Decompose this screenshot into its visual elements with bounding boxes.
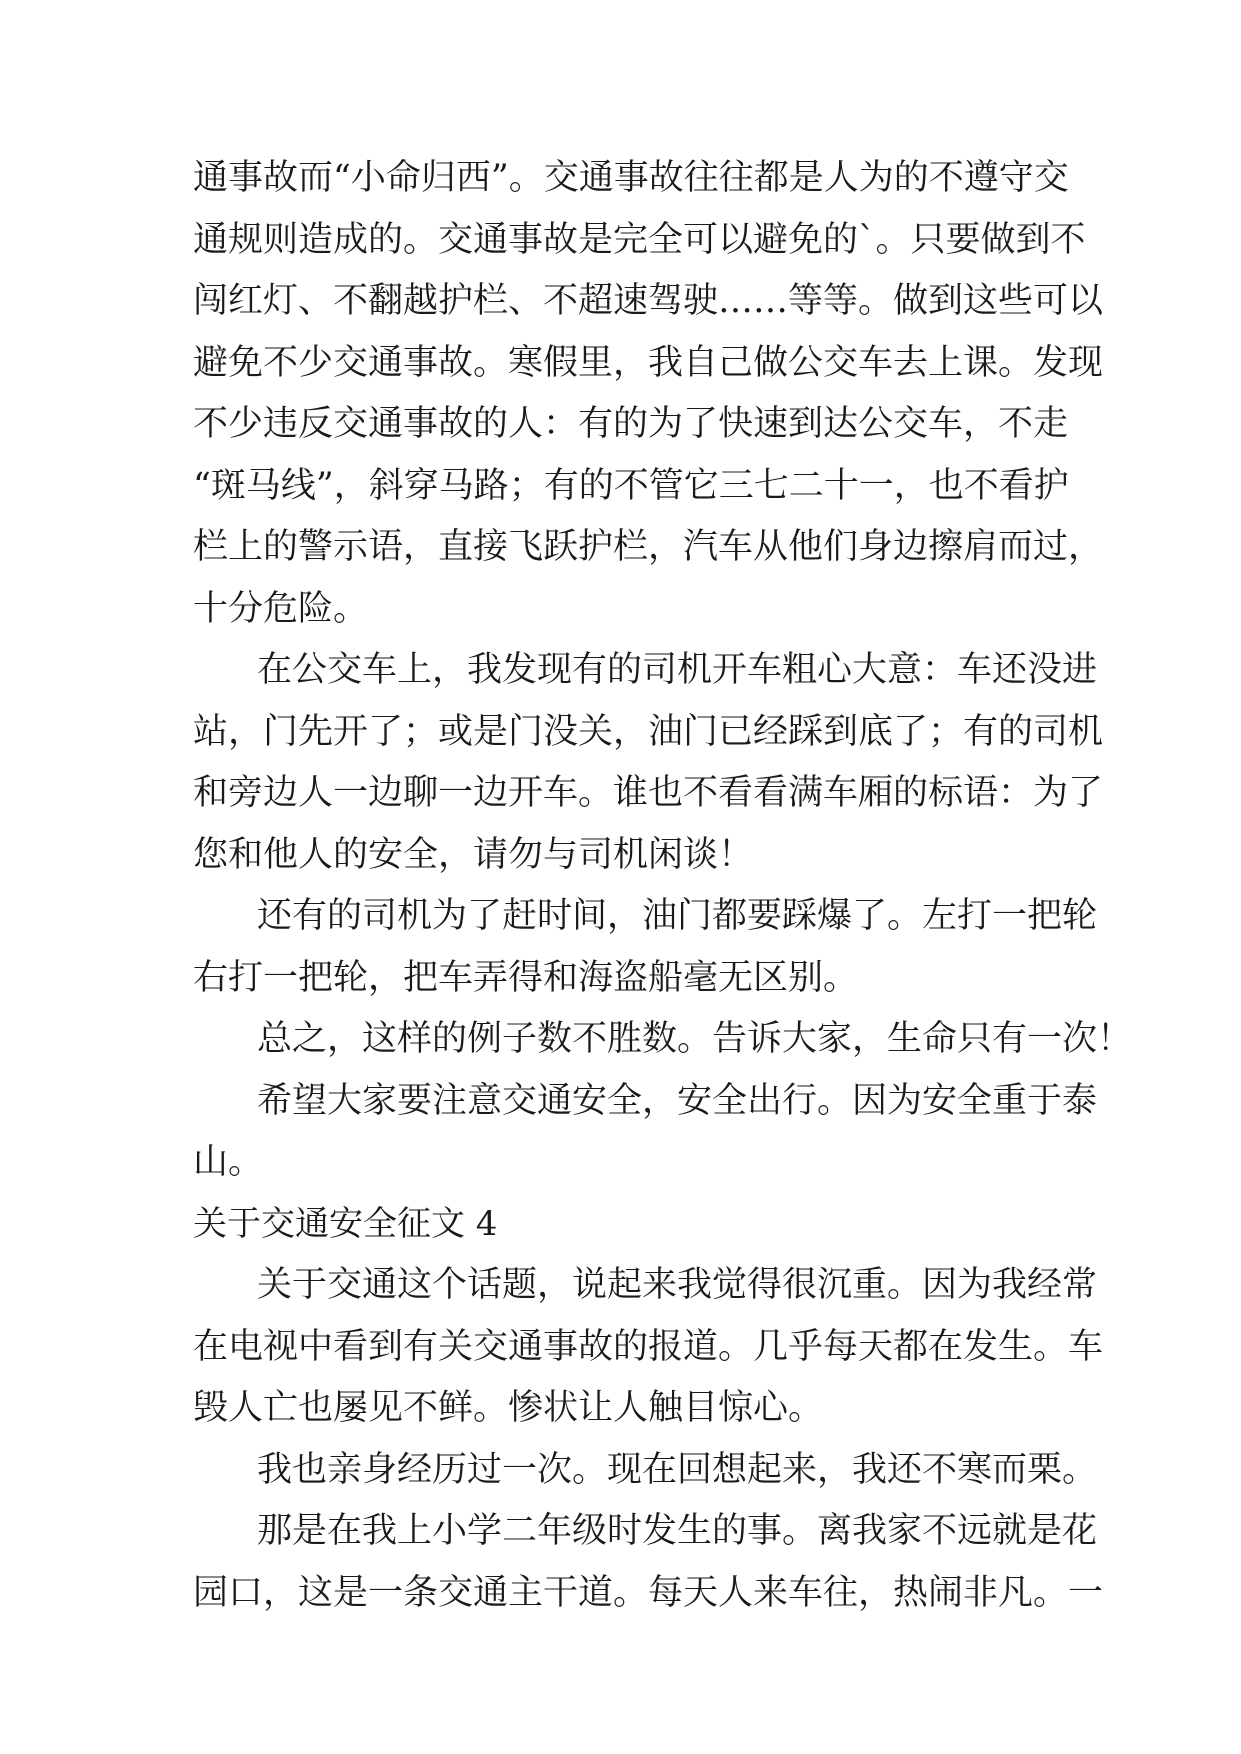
- text-line: 和旁边人一边聊一边开车。谁也不看看满车厢的标语：为了: [193, 773, 1104, 813]
- section-heading: 关于交通安全征文 4: [193, 1203, 498, 1244]
- text-line: 通事故而“小命归西”。交通事故往往都是人为的不遵守交: [193, 158, 1069, 198]
- text-line: 右打一把轮，把车弄得和海盗船毫无区别。: [193, 957, 859, 998]
- paragraph-first-line: 在公交车上，我发现有的司机开车粗心大意：车还没进: [257, 650, 1098, 690]
- text-line: 园口，这是一条交通主干道。每天人来车往，热闹非凡。一: [193, 1572, 1104, 1613]
- text-line: 在电视中看到有关交通事故的报道。几乎每天都在发生。车: [193, 1326, 1104, 1367]
- text-line: 站，门先开了；或是门没关，油门已经踩到底了；有的司机: [193, 711, 1104, 752]
- paragraph-first-line: 我也亲身经历过一次。现在回想起来，我还不寒而栗。: [257, 1449, 1098, 1490]
- text-line: 栏上的警示语，直接飞跃护栏，汽车从他们身边擦肩而过，: [193, 527, 1104, 567]
- paragraph-first-line: 关于交通这个话题，说起来我觉得很沉重。因为我经常: [257, 1265, 1098, 1305]
- text-line: 不少违反交通事故的人：有的为了快速到达公交车，不走: [193, 404, 1069, 444]
- paragraph-first-line: 还有的司机为了赶时间，油门都要踩爆了。左打一把轮: [257, 896, 1098, 936]
- text-line: 山。: [193, 1142, 264, 1182]
- paragraph-first-line: 希望大家要注意交通安全，安全出行。因为安全重于泰: [257, 1080, 1098, 1121]
- text-line: 您和他人的安全，请勿与司机闲谈！: [193, 834, 754, 875]
- text-line: 避免不少交通事故。寒假里，我自己做公交车去上课。发现: [193, 342, 1104, 383]
- text-line: 通规则造成的。交通事故是完全可以避免的`。只要做到不: [193, 219, 1086, 260]
- document-body: [193, 148, 1133, 1624]
- text-line: 毁人亡也屡见不鲜。惨状让人触目惊心。: [193, 1388, 824, 1428]
- text-line: “斑马线”，斜穿马路；有的不管它三七二十一，也不看护: [193, 465, 1069, 506]
- paragraph-first-line: 那是在我上小学二年级时发生的事。离我家不远就是花: [257, 1511, 1098, 1551]
- text-line: 十分危险。: [193, 588, 369, 629]
- text-line: 闯红灯、不翻越护栏、不超速驾驶……等等。做到这些可以: [193, 281, 1104, 321]
- paragraph-first-line: 总之，这样的例子数不胜数。告诉大家，生命只有一次！: [257, 1019, 1133, 1059]
